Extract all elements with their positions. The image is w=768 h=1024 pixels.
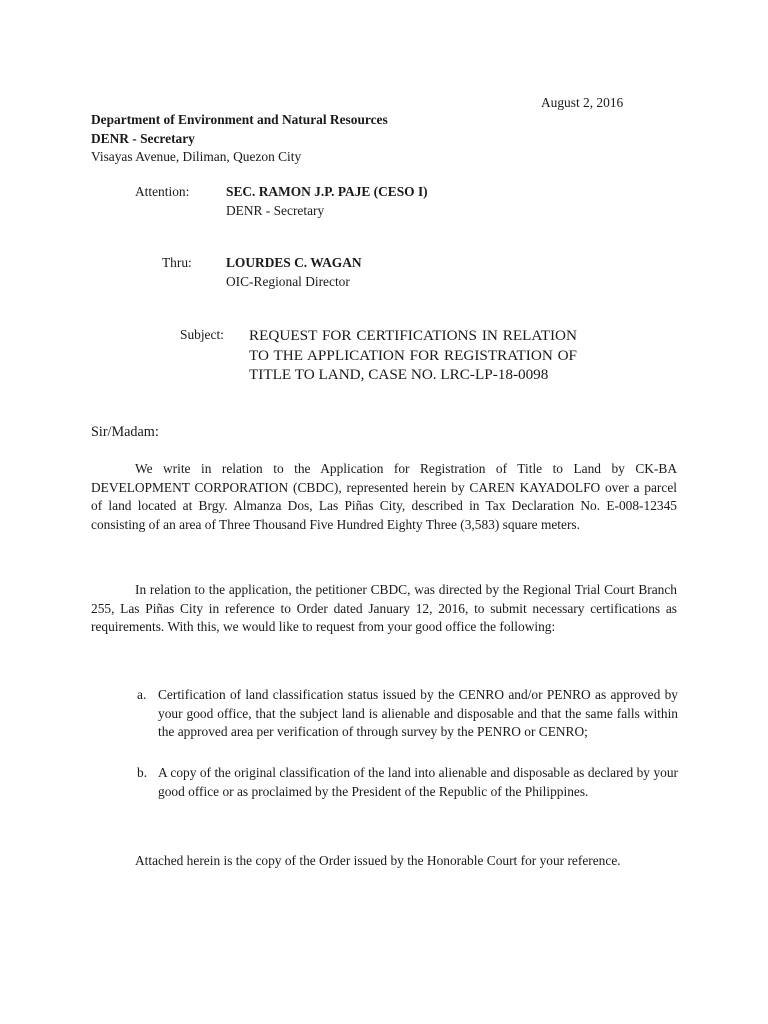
body-paragraph-2: In relation to the application, the petitioner CBDC, was directed by the Regional Trial Court Branch 255, Las Piñas City in reference to Order dated January 12, 2016, to submit necessary certifications as requirements. With this, we would like to request from your good office the following:	[91, 582, 677, 635]
addressee-address: Visayas Avenue, Diliman, Quezon City	[91, 149, 302, 165]
thru-title: OIC-Regional Director	[226, 273, 350, 289]
list-item	[137, 764, 678, 801]
thru-name: LOURDES C. WAGAN	[226, 255, 362, 270]
addressee-office: DENR - Secretary	[91, 130, 195, 146]
request-list-a	[137, 686, 678, 742]
body-paragraph-3: Attached herein is the copy of the Order issued by the Honorable Court for your reference.	[135, 853, 621, 868]
addressee-block	[91, 111, 388, 167]
list-marker: a.	[137, 687, 147, 702]
list-item-text: A copy of the original classification of the land into alienable and disposable as declared by your good office or as proclaimed by the President of the Republic of the Philippines.	[158, 765, 678, 799]
thru-label: Thru:	[162, 255, 192, 270]
subject-label: Subject:	[180, 327, 224, 342]
body-paragraph-1: We write in relation to the Application for Registration of Title to Land by CK-BA DEVELOPMENT CORPORATION (CBDC), represented herein by CAREN KAYADOLFO over a parcel of land located at Brgy. Almanza Dos, Las Piñas City, described in Tax Declaration No. E-008-12345 consisting of an area of Three Thousand Five Hundred Eighty Three (3,583) square meters.	[91, 461, 677, 532]
attention-name: SEC. RAMON J.P. PAJE (CESO I)	[226, 184, 428, 199]
letter-date: August 2, 2016	[541, 95, 624, 110]
addressee-organization: Department of Environment and Natural Resources	[91, 112, 388, 127]
salutation: Sir/Madam:	[91, 424, 159, 440]
thru-block	[226, 254, 362, 291]
attention-block	[226, 183, 428, 220]
attention-label: Attention:	[135, 184, 190, 199]
list-item	[137, 686, 678, 742]
attention-title: DENR - Secretary	[226, 202, 325, 218]
subject-text: REQUEST FOR CERTIFICATIONS IN RELATION TO THE APPLICATION FOR REGISTRATION OF TITLE TO LAND, CASE NO. LRC-LP-18-0098	[249, 327, 577, 384]
list-marker: b.	[137, 765, 148, 780]
list-item-text: Certification of land classification status issued by the CENRO and/or PENRO as approved by your good office, that the subject land is alienable and disposable and that the same falls within the approved area per verification of through survey by the PENRO or CENRO;	[158, 687, 678, 740]
request-list-b	[137, 764, 678, 801]
